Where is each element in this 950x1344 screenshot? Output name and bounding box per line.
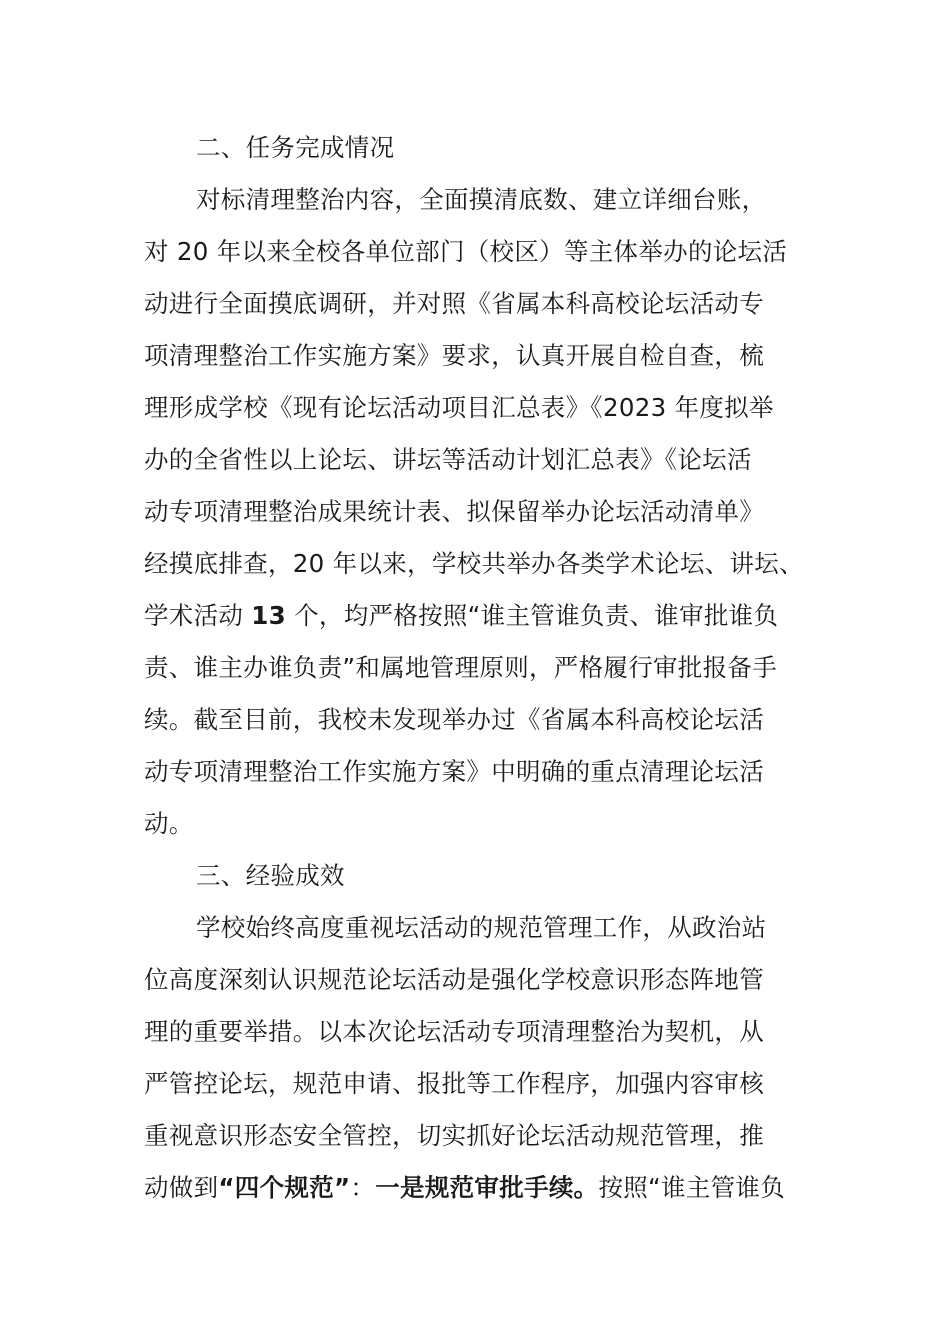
- paragraph-line: [144, 1171, 785, 1205]
- paragraph-line: 办的全省性以上论坛、讲坛等活动计划汇总表》《论坛活: [144, 445, 752, 474]
- paragraph-line: 责、谁主办谁负责”和属地管理原则，严格履行审批报备手: [144, 653, 777, 682]
- paragraph-line: [144, 599, 778, 633]
- paragraph-line: 动专项清理整治工作实施方案》中明确的重点清理论坛活: [144, 757, 764, 786]
- paragraph-line: 动专项清理整治成果统计表、拟保留举办论坛活动清单》: [144, 497, 764, 526]
- text-span: 按照“谁主管谁负: [598, 1173, 786, 1202]
- bold-count: 13: [251, 601, 286, 630]
- text-span: 动做到: [144, 1173, 219, 1202]
- paragraph-line: 动。: [144, 809, 194, 838]
- paragraph-line: 理形成学校《现有论坛活动项目汇总表》《2023 年度拟举: [144, 393, 774, 422]
- paragraph-line: 项清理整治工作实施方案》要求，认真开展自检自查，梳: [144, 341, 764, 370]
- bold-phrase: 一是规范审批手续。: [375, 1173, 599, 1202]
- paragraph-line: 经摸底排查，20 年以来，学校共举办各类学术论坛、讲坛、: [144, 549, 804, 578]
- paragraph-line: 理的重要举措。以本次论坛活动专项清理整治为契机，从: [144, 1017, 764, 1046]
- text-span: ：: [350, 1173, 376, 1202]
- paragraph-line: 动进行全面摸底调研，并对照《省属本科高校论坛活动专: [144, 289, 764, 318]
- paragraph-line: 严管控论坛，规范申请、报批等工作程序，加强内容审核: [144, 1069, 764, 1098]
- text-span: 个，均严格按照“谁主管谁负责、谁审批谁负: [286, 601, 779, 630]
- paragraph-line: 重视意识形态安全管控，切实抓好论坛活动规范管理，推: [144, 1121, 764, 1150]
- text-span: 学术活动: [144, 601, 252, 630]
- section-heading-2: 二、任务完成情况: [196, 133, 395, 162]
- section-heading-3: 三、经验成效: [196, 861, 345, 890]
- bold-phrase: “四个规范”: [218, 1173, 351, 1202]
- paragraph-line: 学校始终高度重视坛活动的规范管理工作，从政治站: [196, 913, 767, 942]
- paragraph-line: 对标清理整治内容，全面摸清底数、建立详细台账，: [196, 185, 767, 214]
- paragraph-line: 对 20 年以来全校各单位部门（校区）等主体举办的论坛活: [144, 237, 788, 266]
- paragraph-line: 位高度深刻认识规范论坛活动是强化学校意识形态阵地管: [144, 965, 764, 994]
- paragraph-line: 续。截至目前，我校未发现举办过《省属本科高校论坛活: [144, 705, 764, 734]
